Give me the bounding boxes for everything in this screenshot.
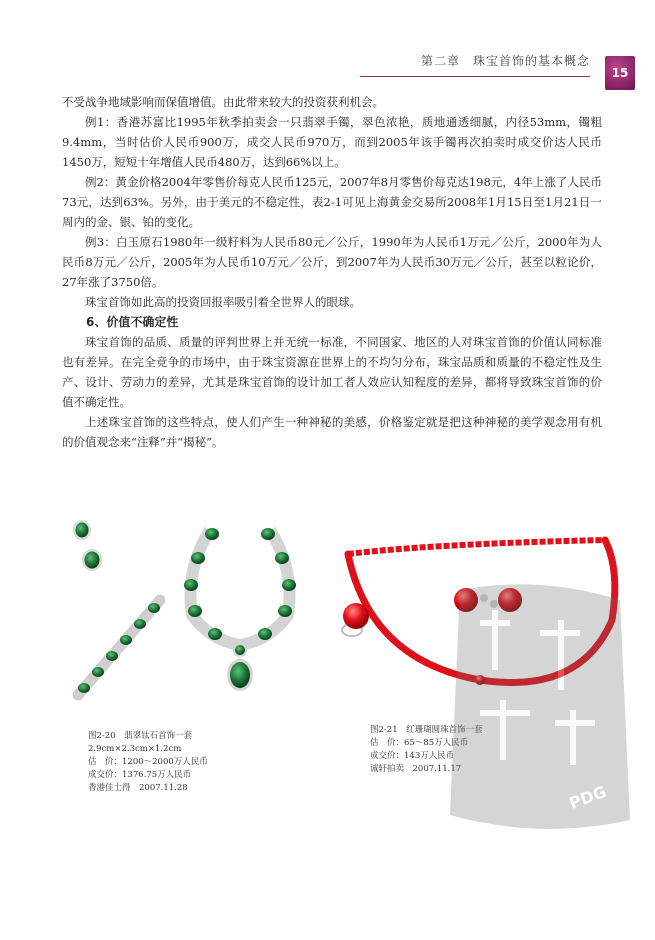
figure-caption-emerald: [88, 730, 208, 795]
caption-line: 成交价：1376.75万人民币: [88, 770, 192, 780]
caption-line: 图2-21 红珊瑚圆珠首饰一套: [370, 725, 483, 735]
chapter-title: 第二章 珠宝首饰的基本概念: [420, 54, 590, 68]
emerald-earrings: [73, 520, 102, 571]
paragraph: 珠宝首饰的品质、质量的评判世界上并无统一标准，不同国家、地区的人对珠宝首饰的价值认同标准也有差异。在完全竞争的市场中，由于珠宝资源在世界上的不均匀分布，珠宝品质和质量的不稳定性及生产、设计、劳动力的差异，尤其是珠宝首饰的设计加工者人效应认知程度的差异，都将导致珠宝首饰的价值不确定性。: [62, 335, 602, 409]
section-heading: 6、价值不确定性: [86, 315, 179, 329]
caption-line: 香港佳士得 2007.11.28: [88, 783, 188, 793]
paragraph: 不受战争地域影响而保值增值。由此带来较大的投资获利机会。: [62, 95, 384, 109]
caption-line: 估 价：65～85万人民币: [370, 738, 469, 748]
header-rule: [360, 76, 590, 77]
caption-line: 诚轩拍卖 2007.11.17: [370, 764, 462, 774]
caption-line: 图2-20 翡翠钛石首饰一套: [88, 731, 193, 741]
emerald-necklace: [184, 528, 296, 691]
caption-line: 2.9cm×2.3cm×1.2cm: [88, 744, 182, 754]
watermark-text: PDG: [566, 781, 609, 813]
paragraph: 例3：白玉原石1980年一级籽料为人民币80元／公斤，1990年为人民币1万元／公斤，2000年为人民币8万元／公斤，2005年为人民币10万元／公斤，到2007年为人民币30万元／公斤，甚至以粒论价，27年涨了3750倍。: [62, 235, 602, 289]
running-header: [360, 44, 610, 80]
caption-line: 估 价：1200～2000万人民币: [88, 757, 208, 767]
emerald-jewelry-photo: [60, 510, 340, 720]
emerald-bracelet: [78, 600, 160, 695]
page-number: 15: [605, 56, 635, 90]
paragraph: 上述珠宝首饰的这些特点，使人们产生一种神秘的美感，价格鉴定就是把这种神秘的美学观念用有机的价值观念来“注释”并“揭秘”。: [62, 415, 602, 449]
caption-line: 成交价：143万人民币: [370, 751, 455, 761]
body-text: [62, 92, 602, 452]
coral-ring: [342, 603, 369, 636]
paragraph: 珠宝首饰如此高的投资回报率吸引着全世界人的眼球。: [85, 295, 361, 309]
library-seal-watermark: [440, 580, 640, 840]
paragraph: 例2：黄金价格2004年零售价每克人民币125元，2007年8月零售价每克达198元，4年上涨了人民币73元，达到63%。另外，由于美元的不稳定性，表2-1可见上海黄金交易所2008年1月15日至1月21日一周内的金、银、铂的变化。: [62, 175, 602, 229]
paragraph: 例1：香港苏富比1995年秋季拍卖会一只翡翠手镯，翠色浓艳，质地通透细腻，内径53mm，镯粗9.4mm，当时估价人民币900万，成交人民币970万，而到2005年该手镯再次拍卖时成交价达人民币1450万，短短十年增值人民币480万，达到66%以上。: [62, 115, 602, 169]
